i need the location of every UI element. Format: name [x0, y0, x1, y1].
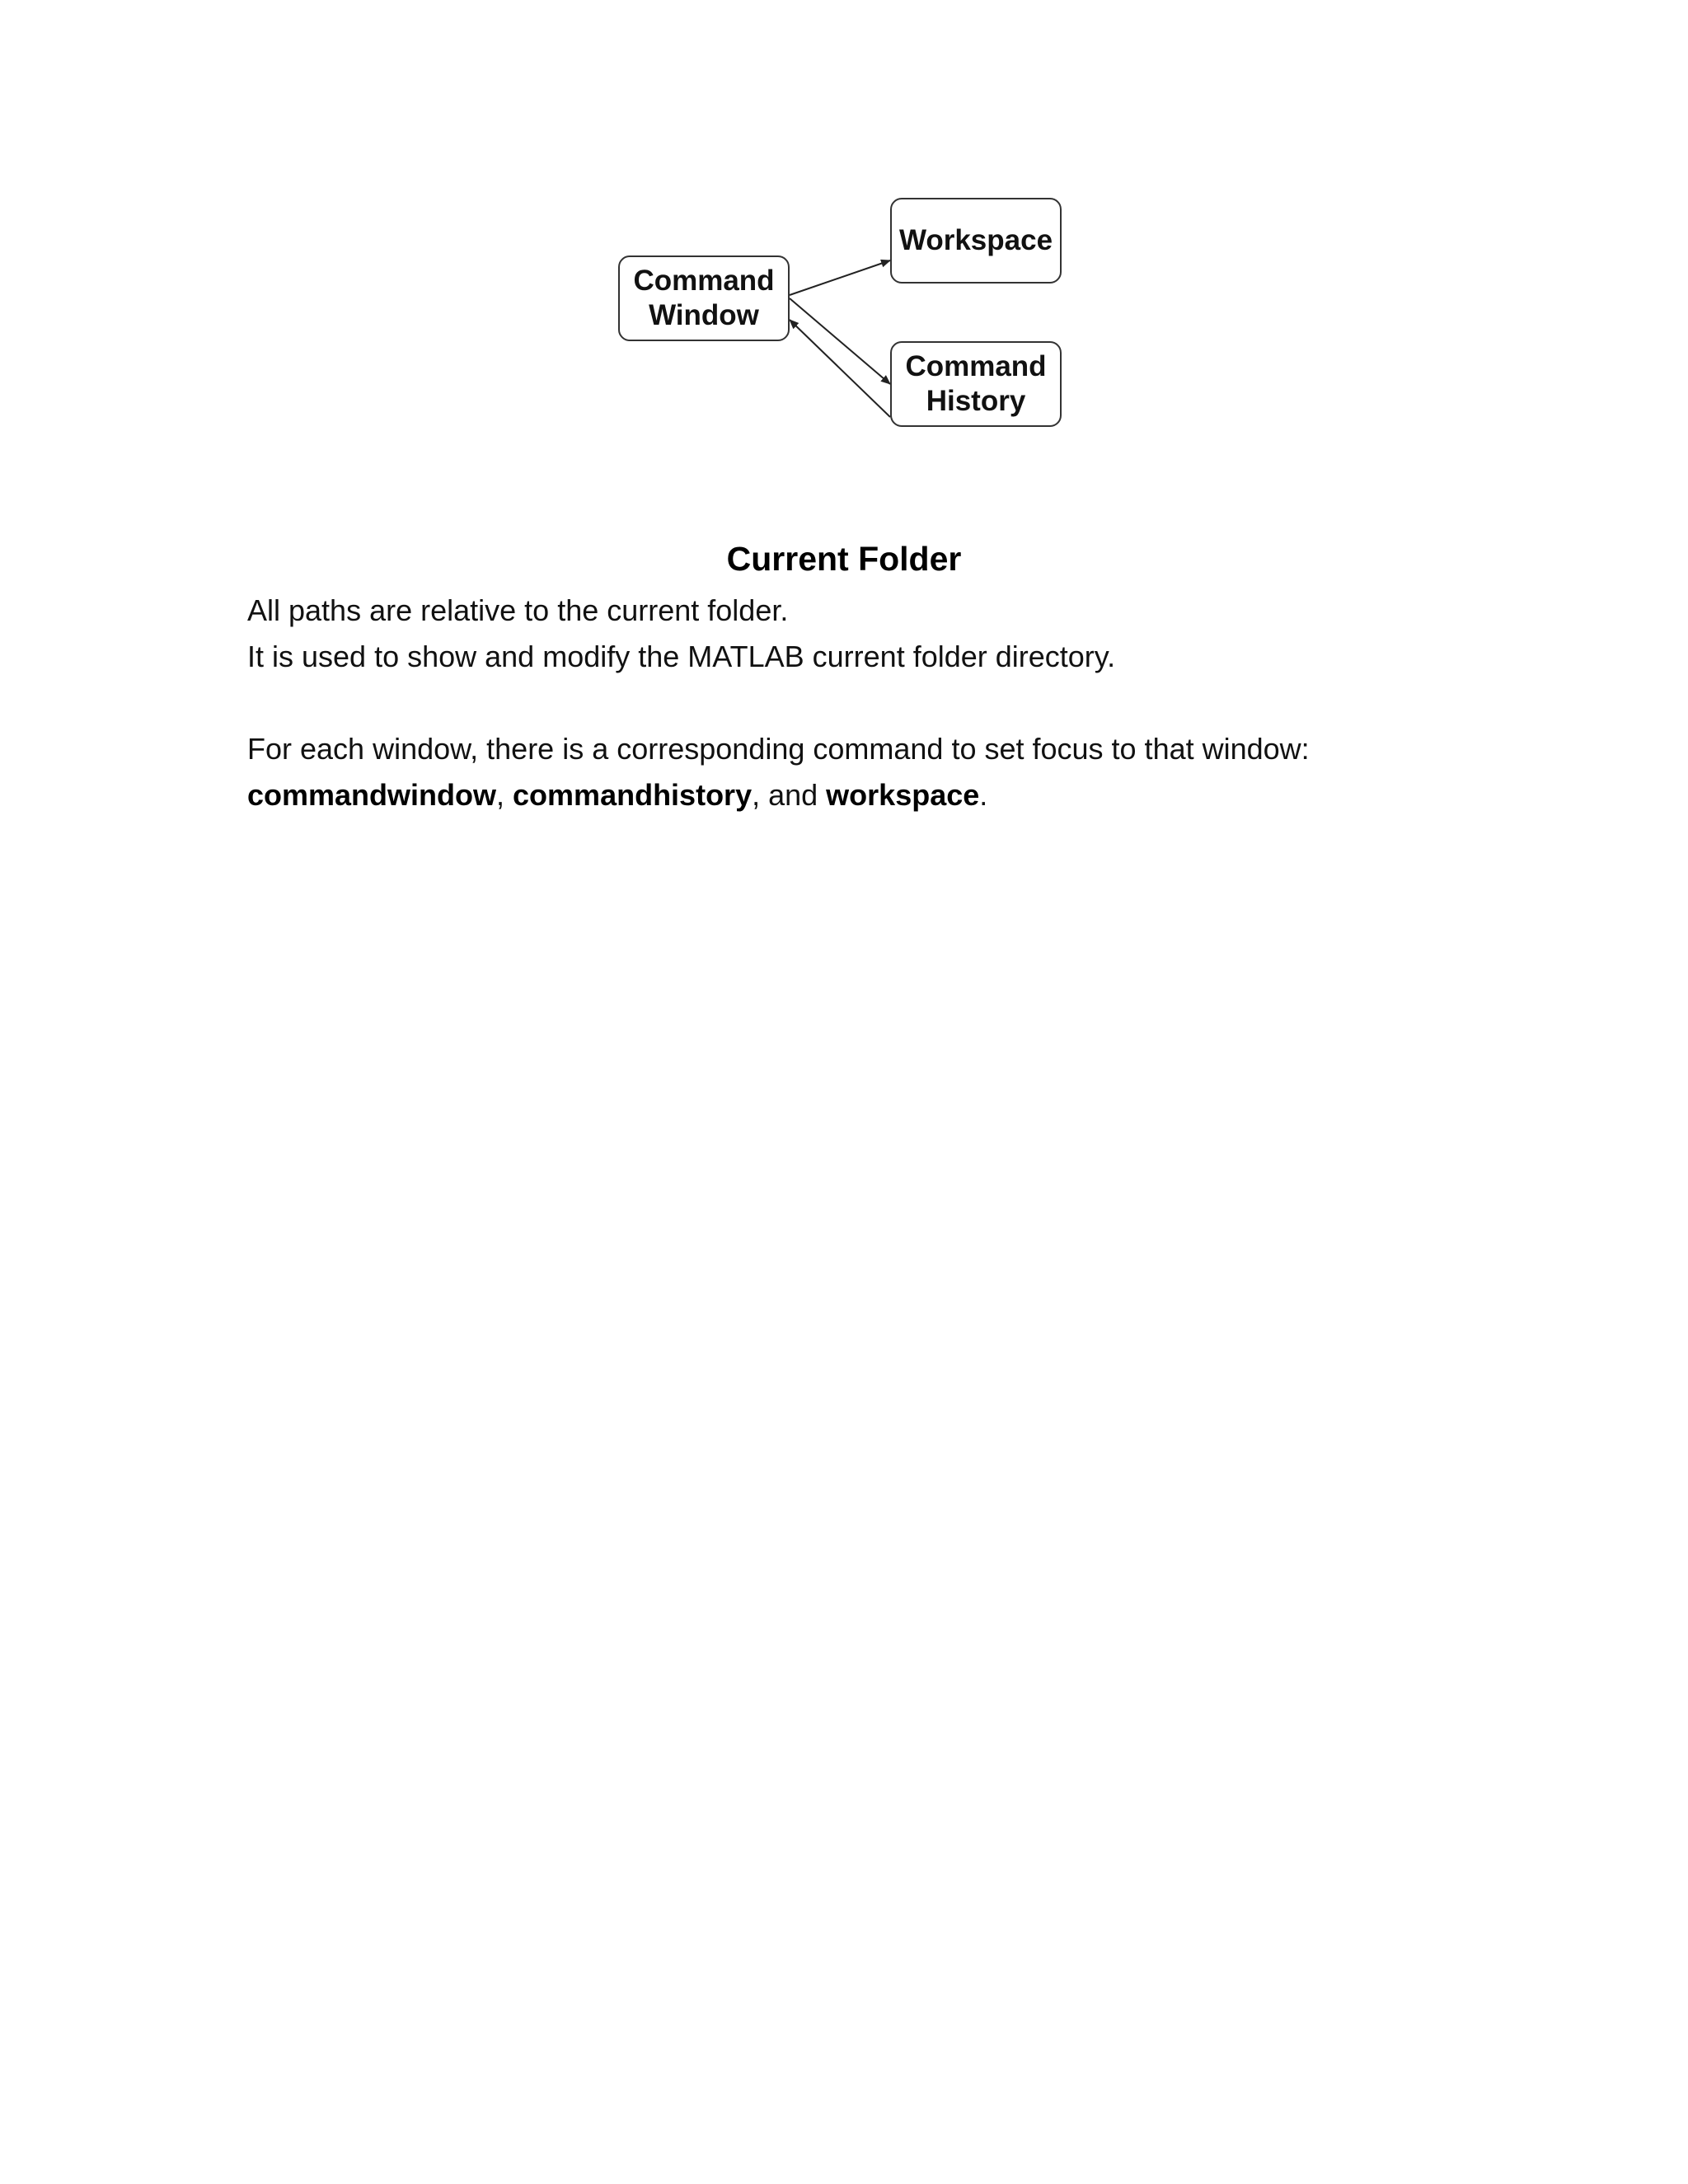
command-workspace: workspace — [826, 778, 980, 812]
node-command-window: Command Window — [618, 255, 790, 341]
focus-sentence: For each window, there is a corresponding command to set focus to that window: — [247, 732, 1310, 766]
arrow-history-to-cw — [790, 320, 890, 417]
command-commandwindow: commandwindow — [247, 778, 497, 812]
command-commandhistory: commandhistory — [513, 778, 753, 812]
separator-1: , — [496, 778, 513, 812]
matlab-windows-diagram — [610, 190, 1071, 437]
node-workspace: Workspace — [890, 198, 1062, 284]
separator-2: , and — [752, 778, 827, 812]
arrow-cw-to-workspace — [790, 260, 890, 295]
focus-commands-line — [247, 778, 987, 813]
sentence-end: . — [979, 778, 988, 812]
arrow-cw-to-history — [790, 298, 890, 384]
paragraph-line-2: It is used to show and modify the MATLAB current folder directory. — [247, 640, 1116, 673]
node-command-history: Command History — [890, 341, 1062, 427]
paragraph-line-1: All paths are relative to the current folder. — [247, 593, 789, 627]
section-heading: Current Folder — [726, 540, 962, 578]
